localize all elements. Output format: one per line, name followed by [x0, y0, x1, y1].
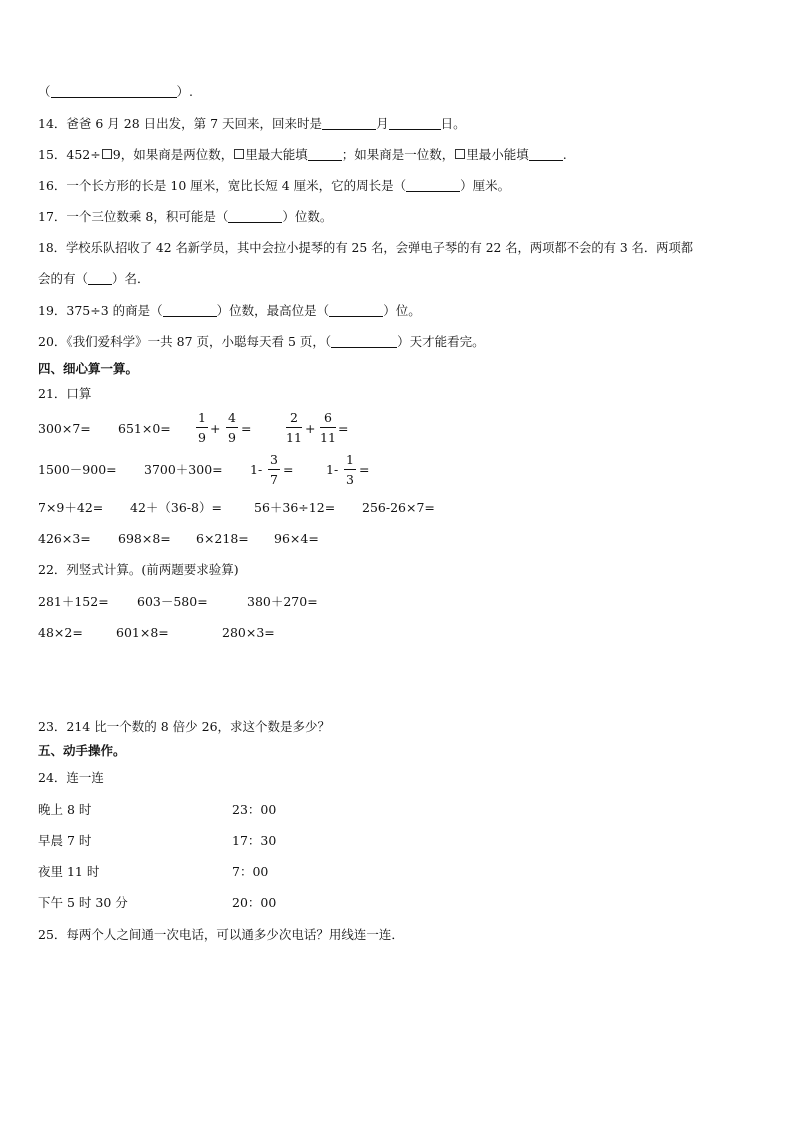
- q20-blank[interactable]: [331, 335, 397, 348]
- q18-text-2b: ）名．: [112, 271, 150, 286]
- q22-r2-c: 280×3=: [222, 625, 275, 640]
- q14-month-blank[interactable]: [322, 117, 376, 130]
- numerator: 4: [228, 410, 236, 425]
- square-placeholder-icon: [102, 149, 112, 159]
- q16-text-a: 16．一个长方形的长是 10 厘米，宽比长短 4 厘米，它的周长是（: [38, 178, 407, 193]
- q19-text-c: ）位。: [383, 303, 421, 318]
- numerator: 2: [290, 410, 298, 425]
- equals-sign: =: [283, 462, 294, 477]
- denominator: 9: [198, 430, 206, 445]
- q22-r1-b: 603－580=: [137, 594, 208, 609]
- plus-sign: +: [305, 421, 316, 436]
- q21-r2-c-prefix: 1-: [250, 462, 263, 477]
- q19-place-blank[interactable]: [329, 304, 383, 317]
- fraction: [268, 452, 280, 487]
- q17-text-a: 17．一个三位数乘 8，积可能是（: [38, 209, 229, 224]
- question-18-line1: [38, 240, 693, 256]
- fraction: [226, 410, 238, 445]
- fraction: [344, 452, 356, 487]
- q21-r2-a: 1500－900=: [38, 462, 117, 477]
- question-23: 23．214 比一个数的 8 倍少 26，求这个数是多少？: [38, 719, 331, 734]
- q21-r3-b: 42＋（36-8）=: [130, 500, 222, 515]
- plus-sign: +: [210, 421, 221, 436]
- q13-close-paren: ）.: [176, 84, 193, 99]
- q17-text-b: ）位数。: [282, 209, 333, 224]
- fraction: [286, 410, 302, 445]
- q14-day-label: 日。: [440, 116, 466, 131]
- fraction-bar: [268, 469, 280, 470]
- q14-text: 14．爸爸 6 月 28 日出发，第 7 天回来，回来时是: [38, 116, 323, 131]
- q21-r1-b: 651×0=: [118, 421, 171, 436]
- q15-max-blank[interactable]: [308, 148, 342, 161]
- q24-right-item[interactable]: 7：00: [232, 864, 269, 879]
- q24-right-item[interactable]: 20：00: [232, 895, 277, 910]
- denominator: 11: [286, 430, 302, 445]
- numerator: 1: [346, 452, 354, 467]
- q18-text-2a: 会的有（: [38, 271, 89, 286]
- question-16: [38, 178, 510, 194]
- question-15: [38, 147, 567, 163]
- q13-answer-line: [38, 84, 193, 100]
- denominator: 3: [346, 472, 354, 487]
- section-5-heading: 五、动手操作。: [38, 743, 126, 758]
- question-14: [38, 116, 466, 132]
- q21-r3-c: 56＋36÷12=: [254, 500, 336, 515]
- q22-title: 22．列竖式计算。(前两题要求验算): [38, 562, 239, 577]
- question-18-line2: [38, 271, 150, 287]
- q24-title: 24．连一连: [38, 770, 104, 785]
- q24-left-item[interactable]: 早晨 7 时: [38, 833, 92, 848]
- q21-r1-a: 300×7=: [38, 421, 91, 436]
- q15-text-c: 里最大能填: [245, 147, 308, 162]
- q19-text-a: 19．375÷3 的商是（: [38, 303, 163, 318]
- q21-r4-d: 96×4=: [274, 531, 319, 546]
- q22-r2-a: 48×2=: [38, 625, 83, 640]
- q17-blank[interactable]: [228, 210, 282, 223]
- numerator: 6: [324, 410, 332, 425]
- fraction-bar: [344, 469, 356, 470]
- question-25: 25．每两个人之间通一次电话，可以通多少次电话？用线连一连．: [38, 927, 404, 942]
- q20-text-a: 20．《我们爱科学》一共 87 页，小聪每天看 5 页，（: [38, 334, 332, 349]
- fraction-bar: [226, 427, 238, 428]
- fraction-bar: [286, 427, 302, 428]
- q15-min-blank[interactable]: [529, 148, 563, 161]
- q21-r3-a: 7×9＋42=: [38, 500, 104, 515]
- q16-blank[interactable]: [406, 179, 460, 192]
- question-17: [38, 209, 332, 225]
- q20-text-b: ）天才能看完。: [397, 334, 485, 349]
- q24-left-item[interactable]: 夜里 11 时: [38, 864, 100, 879]
- q13-blank[interactable]: [51, 85, 177, 98]
- question-19: [38, 303, 421, 319]
- q18-text-1: 18．学校乐队招收了 42 名新学员，其中会拉小提琴的有 25 名，会弹电子琴的有 22 名，两项都不会的有 3 名．两项都: [38, 241, 694, 255]
- q19-text-b: ）位数，最高位是（: [216, 303, 330, 318]
- q21-r3-d: 256-26×7=: [362, 500, 435, 515]
- q14-month-label: 月: [376, 116, 389, 131]
- q15-text-f: .: [562, 147, 567, 162]
- q21-r4-b: 698×8=: [118, 531, 171, 546]
- denominator: 11: [320, 430, 336, 445]
- q15-text-a: 15．452÷: [38, 147, 101, 162]
- equals-sign: =: [338, 421, 349, 436]
- q15-text-e: 里最小能填: [466, 147, 529, 162]
- equals-sign: =: [241, 421, 252, 436]
- square-placeholder-icon: [234, 149, 244, 159]
- q24-right-item[interactable]: 17：30: [232, 833, 277, 848]
- square-placeholder-icon: [455, 149, 465, 159]
- q21-r4-c: 6×218=: [196, 531, 249, 546]
- equals-sign: =: [359, 462, 370, 477]
- q15-text-d: ；如果商是一位数，: [341, 147, 455, 162]
- q14-day-blank[interactable]: [389, 117, 441, 130]
- denominator: 7: [270, 472, 278, 487]
- q16-text-b: ）厘米。: [460, 178, 511, 193]
- q13-open-paren: （: [38, 84, 51, 99]
- q21-title: 21．口算: [38, 386, 92, 401]
- q15-text-b: 9，如果商是两位数，: [112, 147, 234, 162]
- q18-blank[interactable]: [88, 272, 112, 285]
- fraction-bar: [196, 427, 208, 428]
- q21-r4-a: 426×3=: [38, 531, 91, 546]
- question-20: [38, 334, 485, 350]
- q19-digits-blank[interactable]: [163, 304, 217, 317]
- q22-r1-c: 380＋270=: [247, 594, 318, 609]
- q24-left-item[interactable]: 晚上 8 时: [38, 802, 92, 817]
- fraction: [196, 410, 208, 445]
- q24-right-item[interactable]: 23：00: [232, 802, 277, 817]
- section-4-heading: 四、细心算一算。: [38, 361, 139, 376]
- numerator: 3: [270, 452, 278, 467]
- q22-r1-a: 281＋152=: [38, 594, 109, 609]
- numerator: 1: [198, 410, 206, 425]
- denominator: 9: [228, 430, 236, 445]
- q24-left-item[interactable]: 下午 5 时 30 分: [38, 895, 128, 910]
- q21-r2-d-prefix: 1-: [326, 462, 339, 477]
- fraction: [320, 410, 336, 445]
- q22-r2-b: 601×8=: [116, 625, 169, 640]
- fraction-bar: [320, 427, 336, 428]
- q21-r2-b: 3700＋300=: [144, 462, 223, 477]
